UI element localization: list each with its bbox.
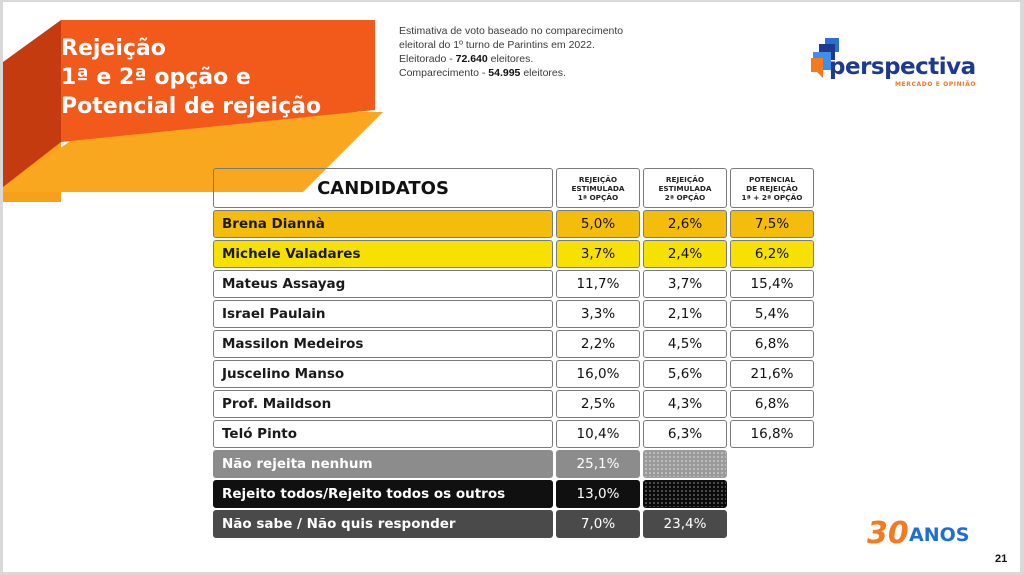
col3-line-2: DE REJEIÇÃO xyxy=(746,183,798,193)
empty-cell-pattern xyxy=(643,450,727,478)
table-cell-v3: 5,4% xyxy=(730,300,814,328)
title-line-1: Rejeição xyxy=(61,36,166,61)
logo-tagline: MERCADO E OPINIÃO xyxy=(895,81,977,88)
table-cell-v2: 4,3% xyxy=(643,390,727,418)
logo-name: perspectiva xyxy=(829,54,976,80)
table-row-name: Mateus Assayag xyxy=(213,270,553,298)
col-header-1st-option xyxy=(556,168,640,208)
table-row-name: Não rejeita nenhum xyxy=(213,450,553,478)
page-title xyxy=(61,34,321,121)
col2-line-3: 2ª OPÇÃO xyxy=(664,192,706,202)
turnout-suffix: eleitores. xyxy=(520,67,566,79)
table-cell-v3: 6,8% xyxy=(730,390,814,418)
table-cell-v1: 16,0% xyxy=(556,360,640,388)
thirty-years-badge xyxy=(867,514,979,550)
turnout-value: 54.995 xyxy=(488,67,521,79)
slide xyxy=(3,2,1020,572)
table-cell-v1: 25,1% xyxy=(556,450,640,478)
col-header-potential xyxy=(730,168,814,208)
col1-line-1: REJEIÇÃO xyxy=(578,174,618,184)
col1-line-2: ESTIMULADA xyxy=(571,183,625,193)
turnout-label: Comparecimento - xyxy=(399,67,489,79)
turnout-line xyxy=(399,66,623,80)
page-number: 21 xyxy=(995,553,1008,565)
badge-number: 30 xyxy=(867,516,909,550)
col3-line-1: POTENCIAL xyxy=(748,174,795,184)
col2-line-1: REJEIÇÃO xyxy=(665,174,705,184)
table-cell-v2: 3,7% xyxy=(643,270,727,298)
col-header-2nd-option xyxy=(643,168,727,208)
candidates-header-label: CANDIDATOS xyxy=(317,177,449,199)
table-cell-v3: 6,2% xyxy=(730,240,814,268)
table-cell-v1: 3,3% xyxy=(556,300,640,328)
electorate-label: Eleitorado - xyxy=(399,53,456,65)
table-cell-v1: 10,4% xyxy=(556,420,640,448)
table-cell-v2: 2,1% xyxy=(643,300,727,328)
electorate-value: 72.640 xyxy=(455,53,488,65)
table-cell-v2: 4,5% xyxy=(643,330,727,358)
table-cell-v2: 23,4% xyxy=(643,510,727,538)
table-cell-v1: 7,0% xyxy=(556,510,640,538)
estimate-line-1: Estimativa de voto baseado no comparecimento xyxy=(399,25,624,37)
badge-label: ANOS xyxy=(909,524,970,546)
estimate-line-2: eleitoral do 1º turno de Parintins em 2022. xyxy=(399,39,595,51)
title-line-3: Potencial de rejeição xyxy=(61,94,322,119)
table-cell-v3: 16,8% xyxy=(730,420,814,448)
title-line-2: 1ª e 2ª opção e xyxy=(61,65,251,90)
empty-cell-pattern xyxy=(643,480,727,508)
candidates-header xyxy=(213,168,553,208)
electorate-line xyxy=(399,52,623,66)
table-cell-v3: 6,8% xyxy=(730,330,814,358)
table-cell-v1: 2,5% xyxy=(556,390,640,418)
table-row-name: Não sabe / Não quis responder xyxy=(213,510,553,538)
table-cell-v2: 6,3% xyxy=(643,420,727,448)
table-cell-v2: 2,6% xyxy=(643,210,727,238)
table-row-name: Michele Valadares xyxy=(213,240,553,268)
table-cell-v3: 21,6% xyxy=(730,360,814,388)
table-row-name: Prof. Maildson xyxy=(213,390,553,418)
electorate-suffix: eleitores. xyxy=(487,53,534,65)
table-cell-v2: 2,4% xyxy=(643,240,727,268)
col3-line-3: 1ª + 2ª OPÇÃO xyxy=(741,192,803,202)
estimate-note xyxy=(399,24,623,80)
table-cell-v1: 11,7% xyxy=(556,270,640,298)
table-row-name: Brena Diannà xyxy=(213,210,553,238)
table-cell-v2: 5,6% xyxy=(643,360,727,388)
table-row-name: Massilon Medeiros xyxy=(213,330,553,358)
table-cell-v3: 15,4% xyxy=(730,270,814,298)
table-row-name: Rejeito todos/Rejeito todos os outros xyxy=(213,480,553,508)
table-cell-v1: 2,2% xyxy=(556,330,640,358)
col1-line-3: 1ª OPÇÃO xyxy=(577,192,619,202)
table-cell-v3: 7,5% xyxy=(730,210,814,238)
table-row-name: Juscelino Manso xyxy=(213,360,553,388)
table-row-name: Teló Pinto xyxy=(213,420,553,448)
col2-line-2: ESTIMULADA xyxy=(658,183,712,193)
table-cell-v1: 13,0% xyxy=(556,480,640,508)
table-row-name: Israel Paulain xyxy=(213,300,553,328)
table-cell-v1: 3,7% xyxy=(556,240,640,268)
table-cell-v1: 5,0% xyxy=(556,210,640,238)
